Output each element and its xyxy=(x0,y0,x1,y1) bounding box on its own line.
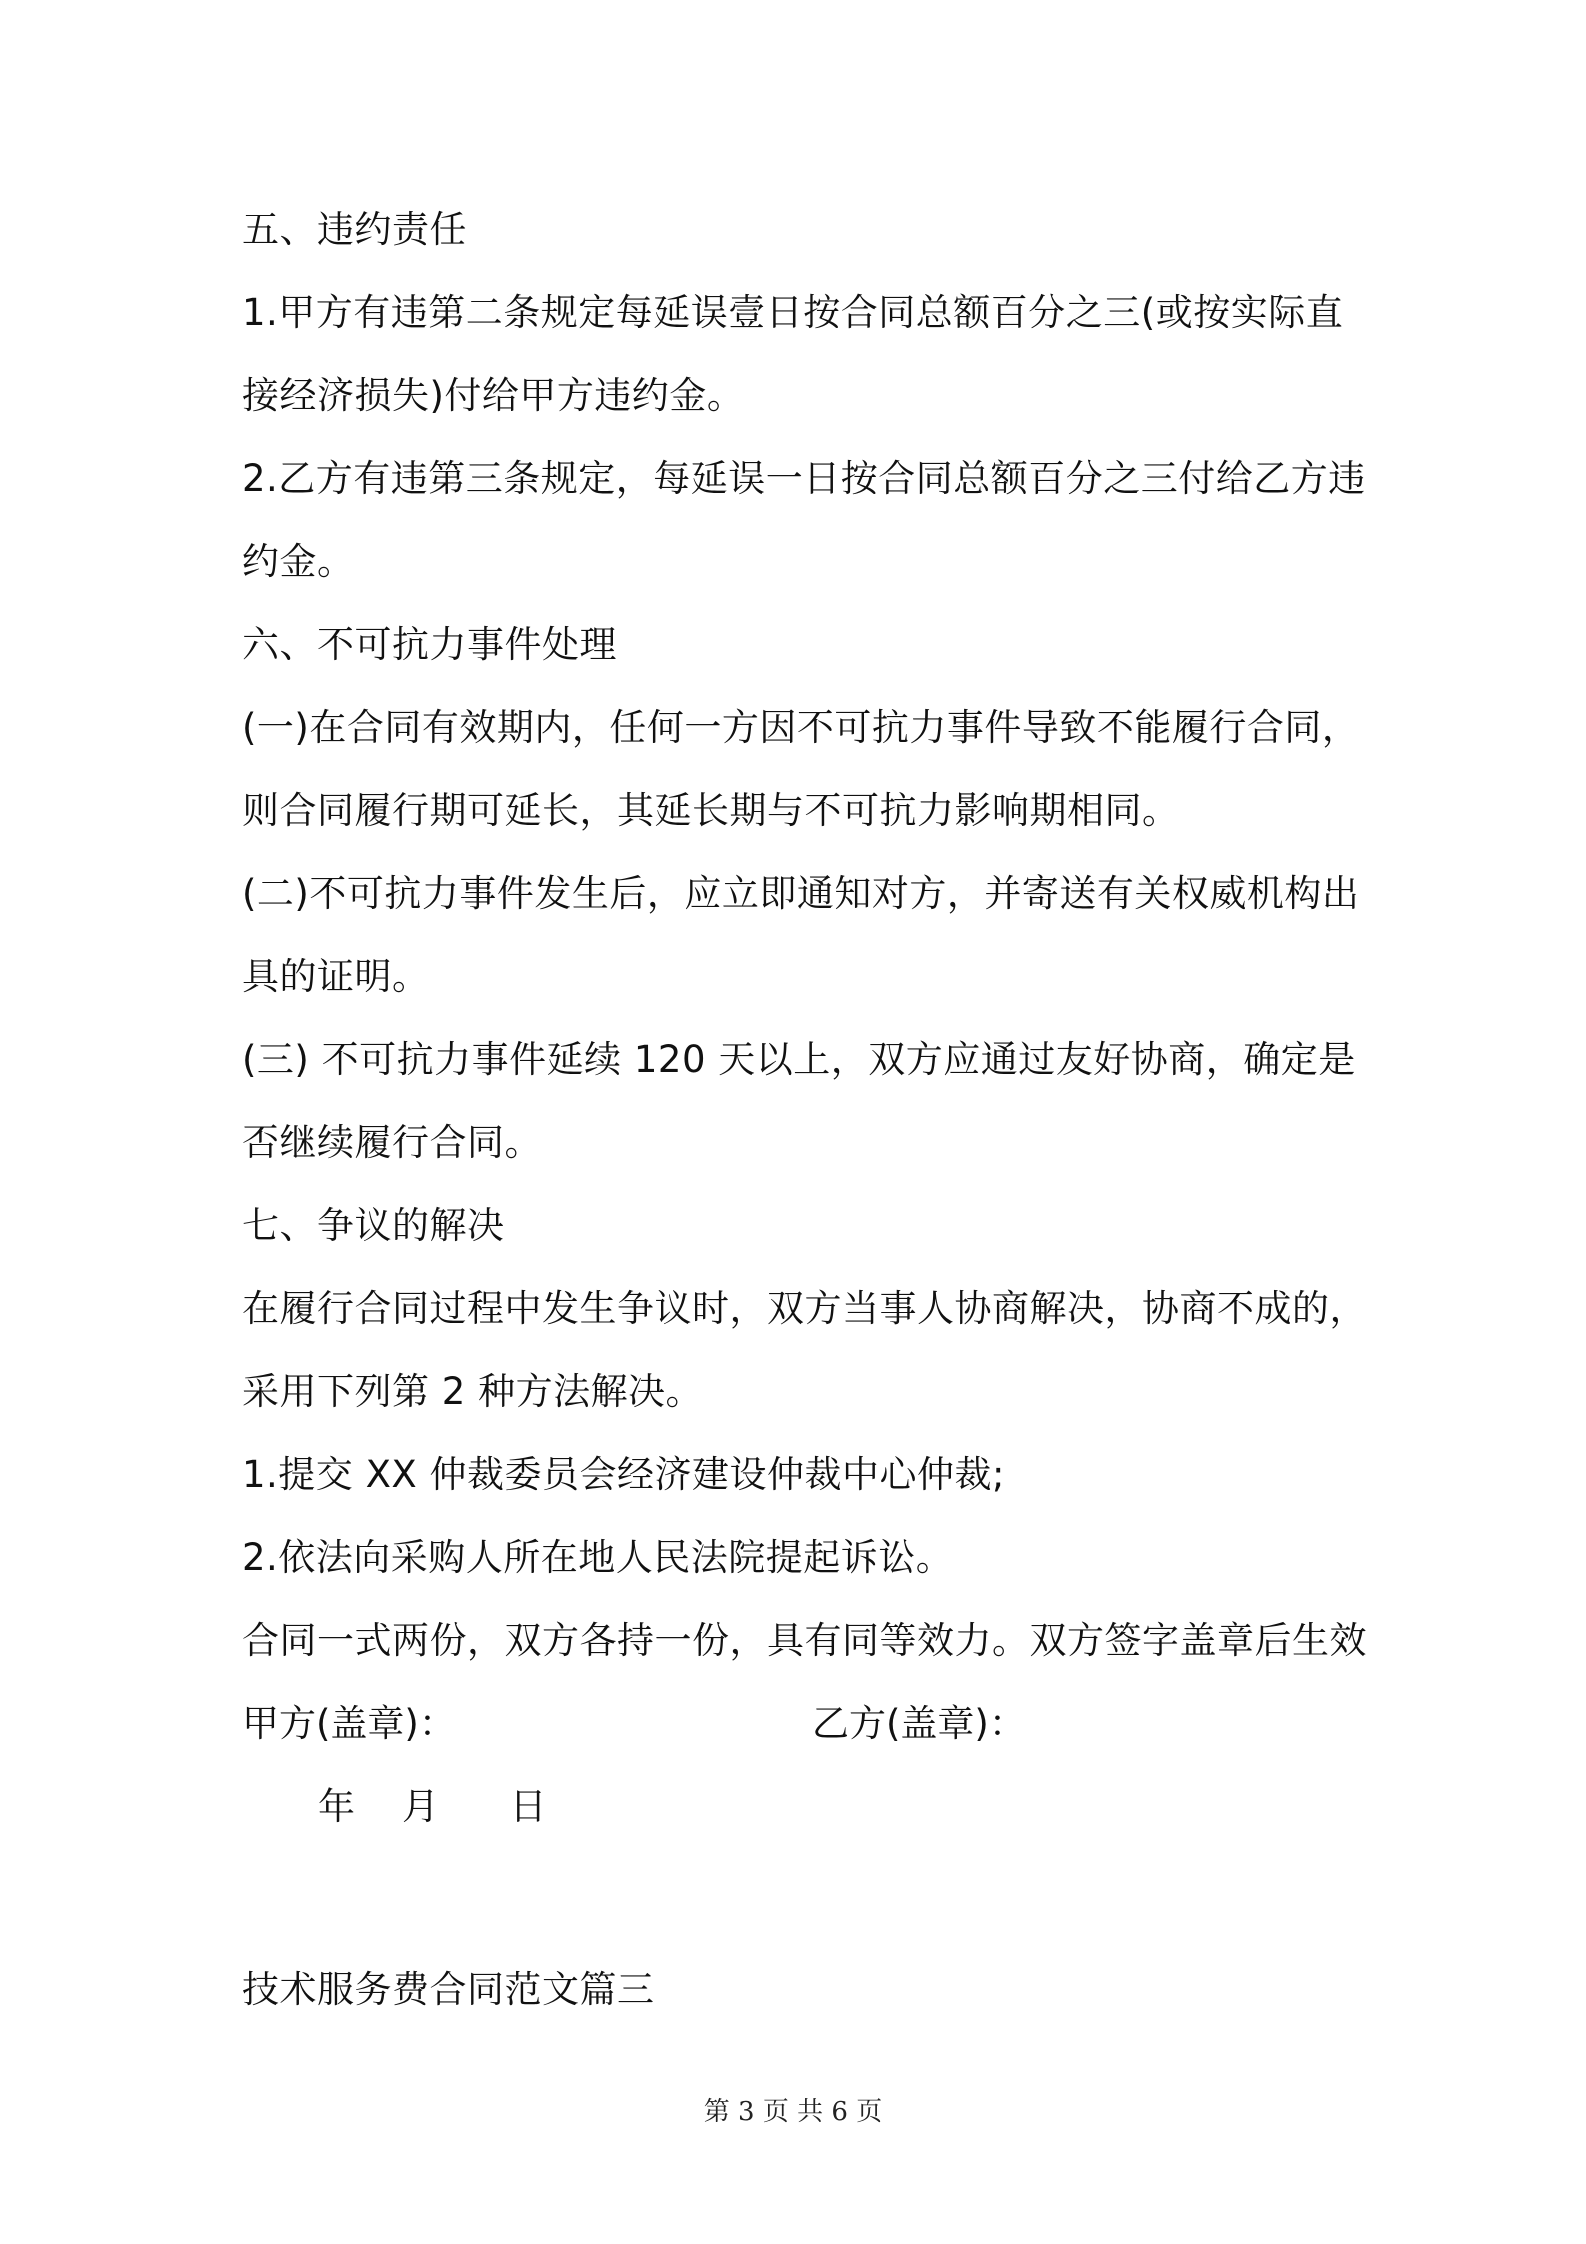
paragraph-line: 则合同履行期可延长，其延长期与不可抗力影响期相同。 xyxy=(242,789,1180,832)
section-heading-force-majeure: 六、不可抗力事件处理 xyxy=(242,623,617,666)
paragraph-line: (二)不可抗力事件发生后，应立即通知对方，并寄送有关权威机构出 xyxy=(242,872,1360,915)
paragraph-line: 1.提交 XX 仲裁委员会经济建设仲裁中心仲裁; xyxy=(242,1453,1005,1496)
paragraph-line: 在履行合同过程中发生争议时，双方当事人协商解决，协商不成的， xyxy=(242,1287,1367,1330)
paragraph-line: 具的证明。 xyxy=(242,955,430,998)
section-heading-breach-liability: 五、违约责任 xyxy=(242,208,467,251)
paragraph-line: 1.甲方有违第二条规定每延误壹日按合同总额百分之三(或按实际直 xyxy=(242,291,1344,334)
party-a-seal-label: 甲方(盖章)： xyxy=(242,1702,456,1745)
signature-date: 年 月 日 xyxy=(318,1785,547,1828)
paragraph-line: 2.依法向采购人所在地人民法院提起诉讼。 xyxy=(242,1536,954,1579)
page-footer: 第 3 页 共 6 页 xyxy=(703,2097,883,2127)
paragraph-line: 否继续履行合同。 xyxy=(242,1121,542,1164)
paragraph-line: (一)在合同有效期内，任何一方因不可抗力事件导致不能履行合同， xyxy=(242,706,1360,749)
paragraph-line: 合同一式两份，双方各持一份，具有同等效力。双方签字盖章后生效 xyxy=(242,1619,1367,1662)
next-section-title: 技术服务费合同范文篇三 xyxy=(242,1968,655,2011)
paragraph-line: 2.乙方有违第三条规定，每延误一日按合同总额百分之三付给乙方违 xyxy=(242,457,1366,500)
section-heading-dispute-resolution: 七、争议的解决 xyxy=(242,1204,505,1247)
paragraph-line: 接经济损失)付给甲方违约金。 xyxy=(242,374,745,417)
party-b-seal-label: 乙方(盖章)： xyxy=(812,1702,1026,1745)
paragraph-line: 采用下列第 2 种方法解决。 xyxy=(242,1370,704,1413)
paragraph-line: 约金。 xyxy=(242,540,355,583)
paragraph-line: (三) 不可抗力事件延续 120 天以上，双方应通过友好协商，确定是 xyxy=(242,1038,1356,1081)
